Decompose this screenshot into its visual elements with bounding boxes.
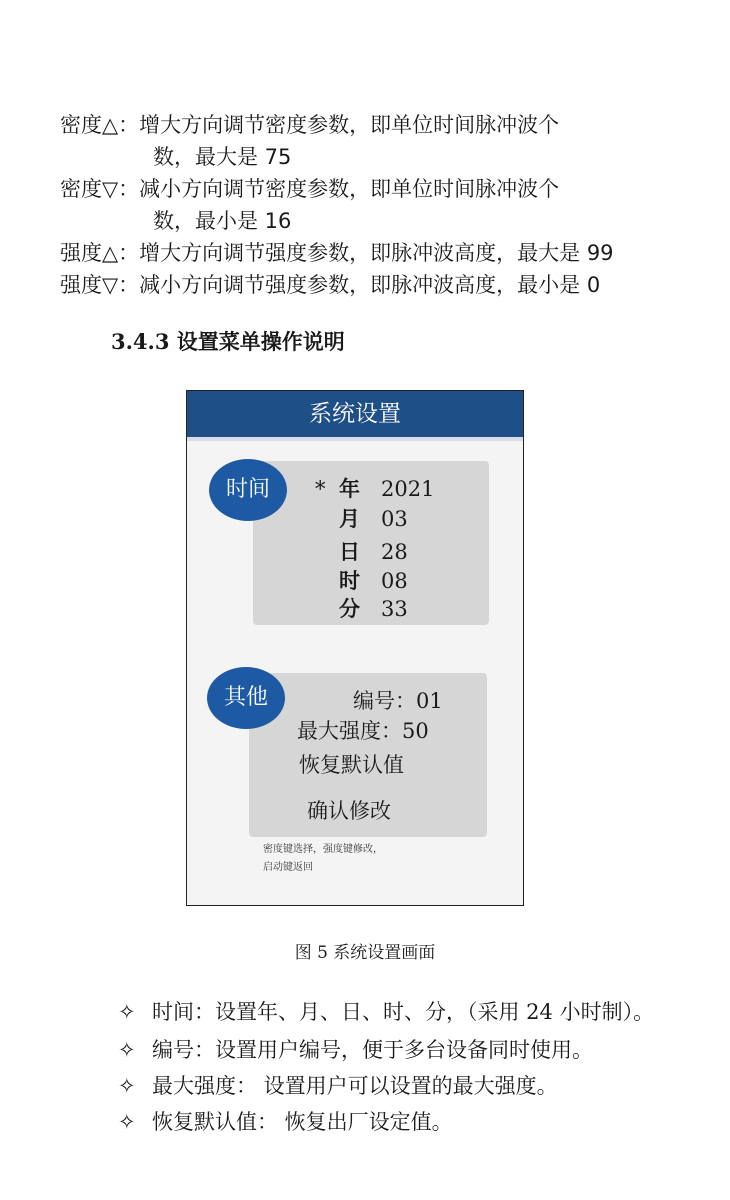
minute-label: 分 xyxy=(339,596,360,621)
bullet-device-id xyxy=(118,1034,593,1066)
minute-value: 33 xyxy=(381,597,408,621)
other-section-badge: 其他 xyxy=(207,667,285,729)
key-hint-line2: 启动键返回 xyxy=(263,862,313,873)
bullet-text: 编号：设置用户编号，便于多台设备同时使用。 xyxy=(152,1038,593,1062)
bullet-text: 恢复默认值： 恢复出厂设定值。 xyxy=(152,1110,453,1134)
bullet-text: 时间：设置年、月、日、时、分，（采用 24 小时制）。 xyxy=(152,1000,655,1024)
param-density-down-line2: 数，最小是 16 xyxy=(153,209,292,233)
param-intensity-down: 强度▽：减小方向调节强度参数，即脉冲波高度，最小是 0 xyxy=(60,273,601,297)
settings-screen-figure xyxy=(186,390,524,906)
param-density-up-line1: 密度△：增大方向调节密度参数，即单位时间脉冲波个 xyxy=(60,113,560,137)
time-row-minute xyxy=(339,595,408,623)
restore-defaults-row: 恢复默认值 xyxy=(299,753,404,777)
cursor-marker: * xyxy=(315,477,326,501)
param-density-down-line1: 密度▽：减小方向调节密度参数，即单位时间脉冲波个 xyxy=(60,177,560,201)
month-label: 月 xyxy=(339,506,360,531)
year-value: 2021 xyxy=(381,477,435,501)
bullet-restore-defaults xyxy=(118,1106,453,1138)
bullet-time xyxy=(118,996,654,1028)
day-label: 日 xyxy=(339,539,360,564)
bullet-diamond-icon: ✧ xyxy=(118,1074,136,1098)
param-density-up-line2: 数，最大是 75 xyxy=(153,145,292,169)
header-divider xyxy=(187,437,523,441)
time-section-badge: 时间 xyxy=(209,459,287,521)
bullet-diamond-icon: ✧ xyxy=(118,1038,136,1062)
confirm-change-row: 确认修改 xyxy=(307,799,391,823)
bullet-diamond-icon: ✧ xyxy=(118,1000,136,1024)
screen-title: 系统设置 xyxy=(187,391,523,437)
time-row-year xyxy=(315,475,434,503)
figure-caption: 图 5 系统设置画面 xyxy=(294,943,436,963)
month-value: 03 xyxy=(381,507,408,531)
time-row-month xyxy=(339,505,408,533)
time-row-hour xyxy=(339,567,408,595)
bullet-diamond-icon: ✧ xyxy=(118,1110,136,1134)
key-hint-line1: 密度键选择，强度键修改， xyxy=(263,844,383,855)
param-intensity-up: 强度△：增大方向调节强度参数，即脉冲波高度，最大是 99 xyxy=(60,241,614,265)
time-row-day xyxy=(339,538,408,566)
hour-label: 时 xyxy=(339,568,360,593)
bullet-max-intensity xyxy=(118,1070,558,1102)
year-label: 年 xyxy=(339,476,360,501)
day-value: 28 xyxy=(381,540,408,564)
max-intensity-row: 最大强度：50 xyxy=(297,719,429,743)
bullet-text: 最大强度： 设置用户可以设置的最大强度。 xyxy=(152,1074,558,1098)
device-id-row: 编号：01 xyxy=(353,689,443,713)
hour-value: 08 xyxy=(381,569,408,593)
section-heading: 3.4.3 设置菜单操作说明 xyxy=(111,329,345,354)
